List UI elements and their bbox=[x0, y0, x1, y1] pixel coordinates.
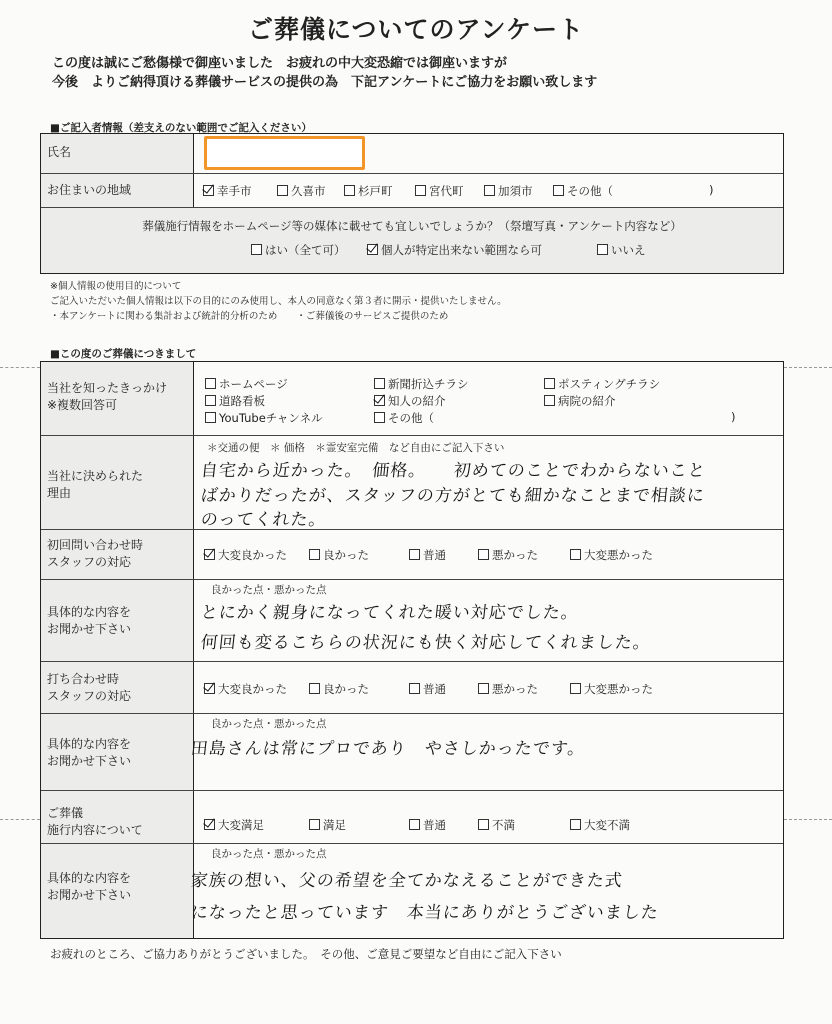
page-title: ご葬儀についてのアンケート bbox=[247, 15, 584, 44]
checkbox-icon bbox=[478, 819, 489, 830]
q2-row bbox=[41, 436, 783, 530]
q6-answer-line-1: 田島さんは常にプロであり やさしかったです。 bbox=[189, 739, 587, 759]
checkbox-icon bbox=[597, 244, 608, 255]
publish-option-anonymous[interactable]: 個人が特定出来ない範囲なら可 bbox=[367, 242, 542, 258]
checkbox-icon bbox=[570, 683, 581, 694]
area-label: お住まいの地域 bbox=[41, 174, 194, 207]
q2-hint: ＊交通の便 ＊ 価格 ＊霊安室完備 など自由にご記入下さい bbox=[207, 442, 505, 454]
fold-mark bbox=[0, 367, 40, 368]
q8-row bbox=[41, 844, 783, 938]
checkbox-icon bbox=[204, 549, 215, 560]
area-option-miyashiro[interactable]: 宮代町 bbox=[415, 183, 464, 199]
q4-answer-line-2: 何回も変るこちらの状況にも快く対応してくれました。 bbox=[199, 633, 652, 653]
q7-option-very-dissatisfied[interactable]: 大変不満 bbox=[570, 817, 630, 833]
checkbox-icon bbox=[374, 378, 385, 389]
q1-option-youtube[interactable]: YouTubeチャンネル bbox=[205, 410, 323, 426]
checkbox-icon bbox=[544, 378, 555, 389]
q1-option-roadsign[interactable]: 道路看板 bbox=[205, 393, 265, 409]
checkbox-icon bbox=[367, 244, 378, 255]
footer-text: お疲れのところ、ご協力ありがとうございました。 その他、ご意見ご要望など自由にご記入下さい bbox=[50, 947, 562, 961]
q3-option-very-good[interactable]: 大変良かった bbox=[204, 547, 287, 563]
q3-row bbox=[41, 530, 783, 580]
q1-option-referral[interactable]: 知人の紹介 bbox=[374, 393, 446, 409]
q5-row bbox=[41, 662, 783, 714]
intro-line-1: この度は誠にご愁傷様で御座いました お疲れの中大変恐縮では御座いますが bbox=[52, 56, 508, 71]
q2-label: 当社に決められた 理由 bbox=[41, 436, 194, 529]
q5-option-good[interactable]: 良かった bbox=[309, 681, 369, 697]
checkbox-icon bbox=[205, 378, 216, 389]
checkbox-icon bbox=[553, 185, 564, 196]
q1-option-other[interactable]: その他（ bbox=[374, 410, 434, 426]
q1-option-hospital[interactable]: 病院の紹介 bbox=[544, 393, 616, 409]
q4-row bbox=[41, 580, 783, 662]
fold-mark bbox=[784, 367, 832, 368]
q1-row bbox=[41, 362, 783, 436]
q7-option-normal[interactable]: 普通 bbox=[409, 817, 446, 833]
q2-answer-line-2: ばかりだったが、スタッフの方がとても細かなことまで相談に bbox=[199, 486, 706, 506]
privacy-note-1: ※個人情報の使用目的について bbox=[50, 281, 182, 292]
intro-line-2: 今後 よりご納得頂ける葬儀サービスの提供の為 下記アンケートにご協力をお願い致します bbox=[52, 75, 598, 90]
area-row bbox=[41, 174, 783, 208]
q7-option-very-satisfied[interactable]: 大変満足 bbox=[204, 817, 264, 833]
section2-heading: ■この度のご葬儀につきまして bbox=[50, 348, 197, 360]
privacy-note-2: ご記入いただいた個人情報は以下の目的にのみ使用し、本人の同意なく第３者に開示・提供いたしません。 bbox=[50, 296, 507, 307]
area-option-kazo[interactable]: 加須市 bbox=[484, 183, 533, 199]
q3-option-normal[interactable]: 普通 bbox=[409, 547, 446, 563]
checkbox-icon bbox=[309, 683, 320, 694]
checkbox-icon bbox=[203, 185, 214, 196]
checkbox-icon bbox=[484, 185, 495, 196]
q5-option-very-good[interactable]: 大変良かった bbox=[204, 681, 287, 697]
privacy-note-3: ・本アンケートに関わる集計および統計的分析のため ・ご葬儀後のサービスご提供のため bbox=[50, 311, 449, 322]
q2-answer-line-1: 自宅から近かった。 価格。 初めてのことでわからないこと bbox=[199, 461, 707, 481]
checkbox-icon bbox=[205, 412, 216, 423]
checkbox-icon bbox=[570, 549, 581, 560]
checkbox-icon bbox=[205, 395, 216, 406]
q6-label: 具体的な内容を お聞かせ下さい bbox=[41, 714, 194, 790]
q3-option-very-bad[interactable]: 大変悪かった bbox=[570, 547, 653, 563]
checkbox-icon bbox=[374, 395, 385, 406]
q6-hint: 良かった点・悪かった点 bbox=[211, 718, 327, 730]
checkbox-icon bbox=[544, 395, 555, 406]
q5-label: 打ち合わせ時 スタッフの対応 bbox=[41, 662, 194, 713]
q7-row bbox=[41, 791, 783, 844]
checkbox-icon bbox=[478, 683, 489, 694]
checkbox-icon bbox=[570, 819, 581, 830]
area-option-satte[interactable]: 幸手市 bbox=[203, 183, 252, 199]
q5-option-very-bad[interactable]: 大変悪かった bbox=[570, 681, 653, 697]
checkbox-icon bbox=[277, 185, 288, 196]
area-option-kuki[interactable]: 久喜市 bbox=[277, 183, 326, 199]
q4-hint: 良かった点・悪かった点 bbox=[211, 584, 327, 596]
area-option-other[interactable]: その他（ bbox=[553, 183, 613, 199]
q6-row bbox=[41, 714, 783, 791]
checkbox-icon bbox=[309, 819, 320, 830]
q8-answer-line-1: 家族の想い、父の希望を全てかなえることができた式 bbox=[189, 871, 624, 891]
checkbox-icon bbox=[409, 683, 420, 694]
checkbox-icon bbox=[204, 819, 215, 830]
fold-mark bbox=[0, 819, 40, 820]
checkbox-icon bbox=[478, 549, 489, 560]
q5-option-normal[interactable]: 普通 bbox=[409, 681, 446, 697]
checkbox-icon bbox=[409, 819, 420, 830]
section1-heading: ■ご記入者情報（差支えのない範囲でご記入ください） bbox=[50, 122, 312, 134]
q2-answer-line-3: のってくれた。 bbox=[199, 510, 328, 530]
checkbox-icon bbox=[415, 185, 426, 196]
q3-label: 初回問い合わせ時 スタッフの対応 bbox=[41, 530, 194, 579]
name-row bbox=[41, 134, 783, 174]
q7-option-satisfied[interactable]: 満足 bbox=[309, 817, 346, 833]
q7-option-dissatisfied[interactable]: 不満 bbox=[478, 817, 515, 833]
checkbox-icon bbox=[344, 185, 355, 196]
publish-option-no[interactable]: いいえ bbox=[597, 242, 646, 258]
q8-hint: 良かった点・悪かった点 bbox=[211, 848, 327, 860]
q3-option-bad[interactable]: 悪かった bbox=[478, 547, 538, 563]
q4-label: 具体的な内容を お聞かせ下さい bbox=[41, 580, 194, 661]
q1-option-homepage[interactable]: ホームページ bbox=[205, 376, 288, 392]
name-redaction bbox=[204, 136, 365, 170]
name-label: 氏名 bbox=[41, 134, 194, 173]
checkbox-icon bbox=[204, 683, 215, 694]
area-option-sugito[interactable]: 杉戸町 bbox=[344, 183, 393, 199]
q4-answer-line-1: とにかく親身になってくれた暖い対応でした。 bbox=[199, 603, 580, 623]
q7-label: ご葬儀 施行内容について bbox=[41, 791, 194, 843]
checkbox-icon bbox=[309, 549, 320, 560]
q5-option-bad[interactable]: 悪かった bbox=[478, 681, 538, 697]
q1-option-posting[interactable]: ポスティングチラシ bbox=[544, 376, 660, 392]
q8-label: 具体的な内容を お聞かせ下さい bbox=[41, 844, 194, 938]
respondent-info-table bbox=[40, 133, 784, 274]
q1-other-close: ) bbox=[731, 410, 736, 424]
q8-answer-line-2: になったと思っています 本当にありがとうございました bbox=[189, 903, 660, 923]
q1-option-newspaper[interactable]: 新聞折込チラシ bbox=[374, 376, 469, 392]
area-other-close: ) bbox=[709, 183, 714, 197]
fold-mark bbox=[784, 819, 832, 820]
funeral-survey-table bbox=[40, 361, 784, 939]
checkbox-icon bbox=[251, 244, 262, 255]
publish-question: 葬儀施行情報をホームページ等の媒体に載せても宜しいでしょうか？（祭壇写真・アンケート内容など） bbox=[142, 219, 682, 233]
publish-option-yes[interactable]: はい（全て可） bbox=[251, 242, 346, 258]
checkbox-icon bbox=[374, 412, 385, 423]
q1-label: 当社を知ったきっかけ ※複数回答可 bbox=[41, 362, 194, 435]
publish-row bbox=[41, 208, 783, 273]
checkbox-icon bbox=[409, 549, 420, 560]
q3-option-good[interactable]: 良かった bbox=[309, 547, 369, 563]
